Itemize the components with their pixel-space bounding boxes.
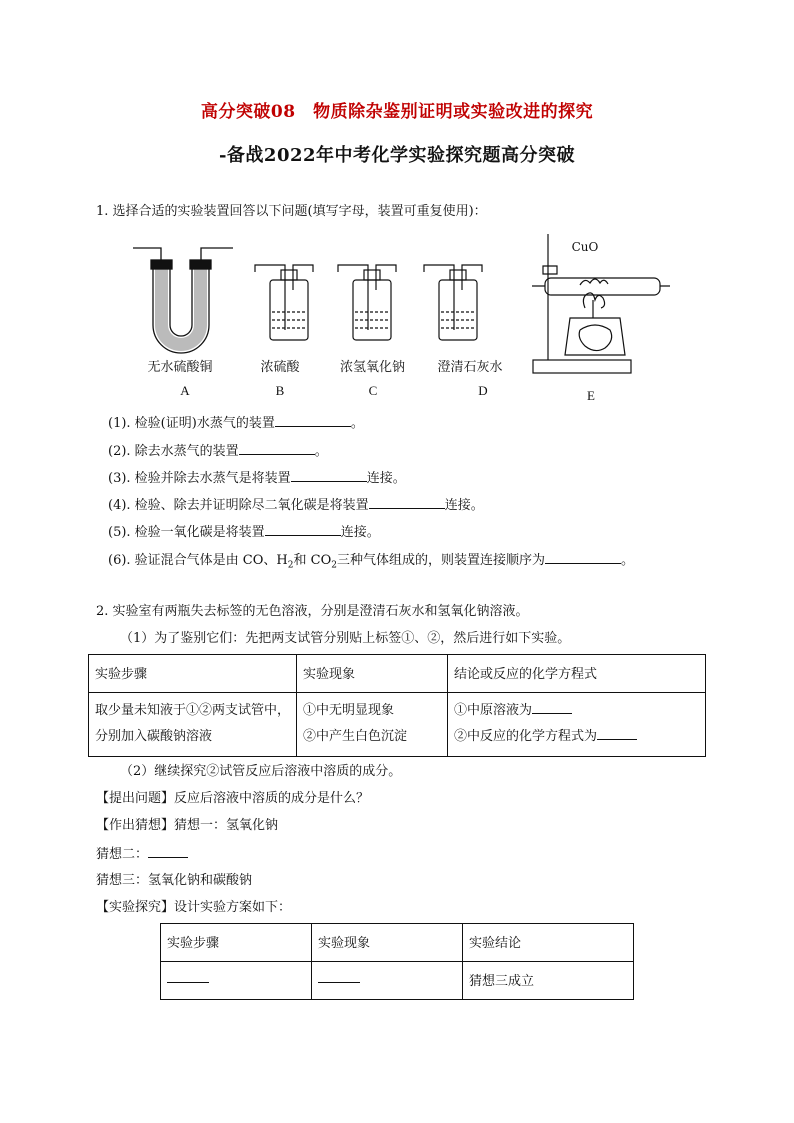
q1-item-1: (1). 检验(证明)水蒸气的装置 。 — [108, 416, 364, 431]
phenomenon-cell — [312, 962, 463, 1000]
q1-item-5: (5). 检验一氧化碳是将装置 连接。 — [108, 525, 380, 540]
heating-apparatus-icon — [532, 234, 670, 373]
phenomenon-cell: ①中无明显现象 ②中产生白色沉淀 — [297, 693, 448, 757]
answer-blank[interactable] — [148, 845, 188, 858]
conclusion-cell: ①中原溶液为 ②中反应的化学方程式为 — [448, 693, 706, 757]
table-header-row — [89, 655, 706, 693]
experiment-table-2 — [160, 923, 634, 1000]
table-header: 实验现象 — [312, 924, 463, 962]
step-cell — [161, 962, 312, 1000]
answer-blank[interactable] — [239, 442, 315, 455]
table-row — [89, 693, 706, 757]
conclusion-cell: 猜想三成立 — [463, 962, 634, 1000]
page-title: 高分突破08 物质除杂鉴别证明或实验改进的探究 — [200, 102, 594, 122]
answer-blank[interactable] — [167, 970, 209, 983]
gas-bottle-c-icon — [338, 265, 396, 340]
q1-item-4: (4). 检验、除去并证明除尽二氧化碳是将装置 连接。 — [108, 498, 484, 513]
u-tube-icon — [133, 248, 233, 353]
table-row — [161, 962, 634, 1000]
q1-item-3: (3). 检验并除去水蒸气是将装置 连接。 — [108, 471, 406, 486]
table-header: 实验步骤 — [161, 924, 312, 962]
q1-stem: 1. 选择合适的实验装置回答以下问题(填写字母，装置可重复使用)： — [96, 204, 487, 219]
apparatus-label-c: 浓氢氧化钠 — [339, 360, 405, 375]
answer-blank[interactable] — [369, 496, 445, 509]
guess-line: 【作出猜想】猜想一：氢氧化钠 — [96, 818, 279, 833]
answer-blank[interactable] — [291, 469, 367, 482]
question-line: 【提出问题】反应后溶液中溶质的成分是什么？ — [96, 791, 370, 806]
answer-blank[interactable] — [318, 970, 360, 983]
page-subtitle: -备战2022年中考化学实验探究题高分突破 — [218, 145, 576, 166]
q2-stem: 2. 实验室有两瓶失去标签的无色溶液，分别是澄清石灰水和氢氧化钠溶液。 — [96, 604, 529, 619]
answer-blank[interactable] — [597, 727, 637, 740]
experiment-table-1 — [88, 654, 706, 757]
apparatus-label-d: 澄清石灰水 — [437, 360, 503, 375]
apparatus-letter-a: A — [180, 383, 190, 398]
apparatus-letter-e: E — [587, 388, 595, 403]
guess2-line: 猜想二： — [96, 845, 188, 864]
table-header-row — [161, 924, 634, 962]
explore-line: 【实验探究】设计实验方案如下： — [96, 900, 292, 915]
apparatus-label-a: 无水硫酸铜 — [147, 360, 213, 375]
table-header: 结论或反应的化学方程式 — [448, 655, 706, 693]
answer-blank[interactable] — [532, 701, 572, 714]
q2-sub2: （2）继续探究②试管反应后溶液中溶质的成分。 — [120, 764, 402, 779]
gas-bottle-d-icon — [424, 265, 482, 340]
table-header: 实验结论 — [463, 924, 634, 962]
step-cell: 取少量未知液于①②两支试管中， 分别加入碳酸钠溶液 — [89, 693, 297, 757]
q2-sub1: （1）为了鉴别它们：先把两支试管分别贴上标签①、②，然后进行如下实验。 — [120, 631, 571, 646]
answer-blank[interactable] — [275, 414, 351, 427]
table-header: 实验现象 — [297, 655, 448, 693]
apparatus-letter-d: D — [478, 383, 488, 398]
apparatus-label-e: CuO — [571, 240, 599, 254]
answer-blank[interactable] — [545, 551, 621, 564]
apparatus-letter-c: C — [368, 383, 378, 398]
gas-bottle-b-icon — [255, 265, 313, 340]
q1-item-2: (2). 除去水蒸气的装置 。 — [108, 444, 328, 459]
guess3-line: 猜想三：氢氧化钠和碳酸钠 — [96, 873, 253, 888]
answer-blank[interactable] — [265, 523, 341, 536]
apparatus-label-b: 浓硫酸 — [260, 360, 300, 375]
table-header: 实验步骤 — [89, 655, 297, 693]
q1-item-6: (6). 验证混合气体是由 CO、$H_2$和 $CO_2$三种气体组成的，则装置连接顺序为 。 — [108, 553, 635, 571]
apparatus-letter-b: B — [275, 383, 285, 398]
